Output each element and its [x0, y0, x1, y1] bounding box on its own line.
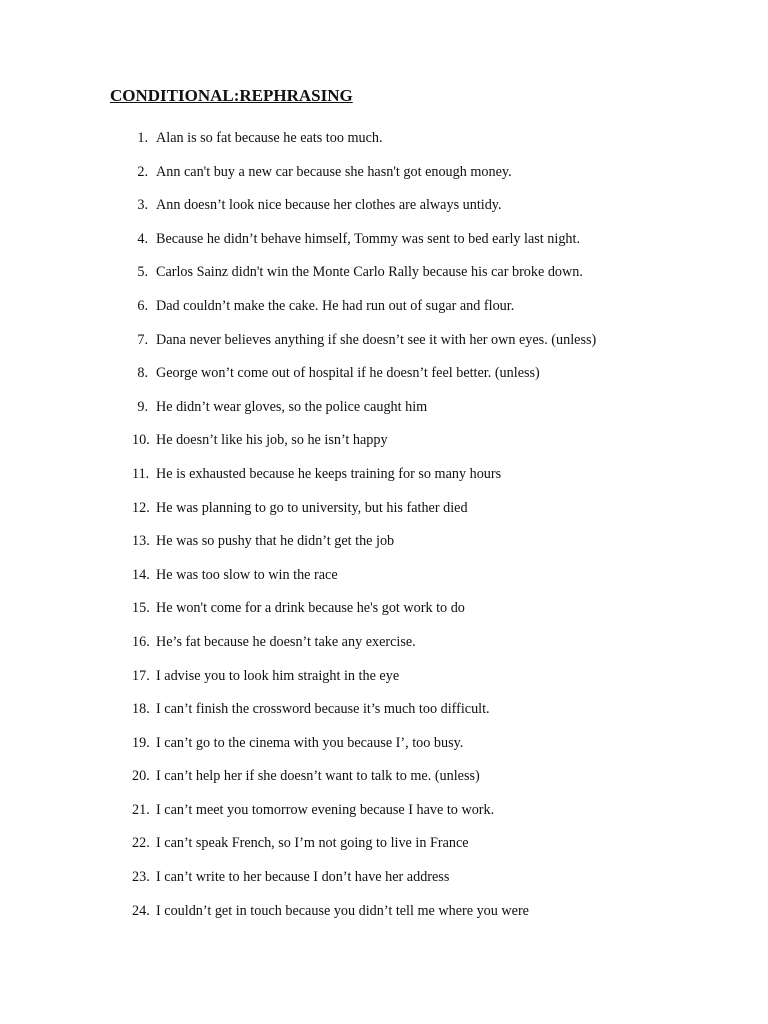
item-number: 10. [132, 432, 150, 449]
item-sentence: Because he didn’t behave himself, Tommy was sent to bed early last night. [156, 230, 581, 247]
item-sentence: He didn’t wear gloves, so the police caught him [156, 398, 428, 415]
item-number: 2. [137, 163, 148, 180]
item-number: 14. [132, 566, 150, 583]
list-item [0, 128, 768, 162]
item-sentence: He was planning to go to university, but his father died [156, 499, 468, 516]
list-item [0, 262, 768, 296]
page-title: CONDITIONAL:REPHRASING [110, 86, 353, 105]
list-item [0, 330, 768, 364]
item-sentence: He’s fat because he doesn’t take any exercise. [156, 633, 416, 650]
list-item [0, 666, 768, 700]
item-number: 23. [132, 869, 150, 886]
item-sentence: He was too slow to win the race [156, 566, 338, 583]
item-sentence: He is exhausted because he keeps training for so many hours [156, 465, 502, 482]
item-number: 16. [132, 633, 150, 650]
item-sentence: I advise you to look him straight in the eye [156, 667, 400, 684]
list-item [0, 733, 768, 767]
item-sentence: I can’t finish the crossword because it’s much too difficult. [156, 701, 490, 718]
item-number: 21. [132, 801, 150, 818]
item-sentence: Dana never believes anything if she doesn’t see it with her own eyes. (unless) [156, 331, 597, 348]
item-number: 5. [137, 264, 148, 281]
list-item [0, 296, 768, 330]
item-sentence: He was so pushy that he didn’t get the job [156, 533, 395, 550]
list-item [0, 464, 768, 498]
item-sentence: I can’t write to her because I don’t have her address [156, 869, 450, 886]
item-sentence: He won't come for a drink because he's got work to do [156, 600, 465, 617]
item-sentence: Dad couldn’t make the cake. He had run out of sugar and flour. [156, 297, 515, 314]
list-item [0, 833, 768, 867]
list-item [0, 397, 768, 431]
item-number: 22. [132, 835, 150, 852]
item-sentence: He doesn’t like his job, so he isn’t happy [156, 432, 388, 449]
item-number: 11. [132, 465, 150, 482]
item-number: 17. [132, 667, 150, 684]
item-number: 13. [132, 533, 150, 550]
list-item [0, 430, 768, 464]
list-item [0, 800, 768, 834]
list-item [0, 598, 768, 632]
list-item [0, 363, 768, 397]
item-number: 7. [137, 331, 148, 348]
item-number: 6. [137, 297, 148, 314]
list-item [0, 531, 768, 565]
item-number: 9. [137, 398, 148, 415]
item-sentence: I can’t go to the cinema with you because I’, too busy. [156, 734, 464, 751]
item-sentence: Carlos Sainz didn't win the Monte Carlo Rally because his car broke down. [156, 264, 583, 281]
list-item [0, 565, 768, 599]
item-sentence: I couldn’t get in touch because you didn’t tell me where you were [156, 902, 529, 919]
item-number: 3. [137, 197, 148, 214]
list-item [0, 699, 768, 733]
item-number: 8. [137, 365, 148, 382]
item-sentence: I can’t help her if she doesn’t want to talk to me. (unless) [156, 768, 480, 785]
list-item [0, 766, 768, 800]
exercise-list [0, 128, 768, 934]
item-number: 19. [132, 734, 150, 751]
list-item [0, 162, 768, 196]
list-item [0, 632, 768, 666]
item-sentence: I can’t speak French, so I’m not going to live in France [156, 835, 469, 852]
list-item [0, 901, 768, 935]
list-item [0, 867, 768, 901]
item-number: 4. [137, 230, 148, 247]
item-number: 15. [132, 600, 150, 617]
list-item [0, 195, 768, 229]
list-item [0, 498, 768, 532]
item-sentence: Ann can't buy a new car because she hasn't got enough money. [156, 163, 512, 180]
item-sentence: I can’t meet you tomorrow evening because I have to work. [156, 801, 495, 818]
item-sentence: George won’t come out of hospital if he doesn’t feel better. (unless) [156, 365, 540, 382]
list-item [0, 229, 768, 263]
item-number: 18. [132, 701, 150, 718]
item-number: 12. [132, 499, 150, 516]
item-number: 20. [132, 768, 150, 785]
item-sentence: Ann doesn’t look nice because her clothes are always untidy. [156, 197, 502, 214]
item-number: 1. [137, 130, 148, 146]
item-sentence: Alan is so fat because he eats too much. [156, 130, 383, 146]
item-number: 24. [132, 902, 150, 919]
